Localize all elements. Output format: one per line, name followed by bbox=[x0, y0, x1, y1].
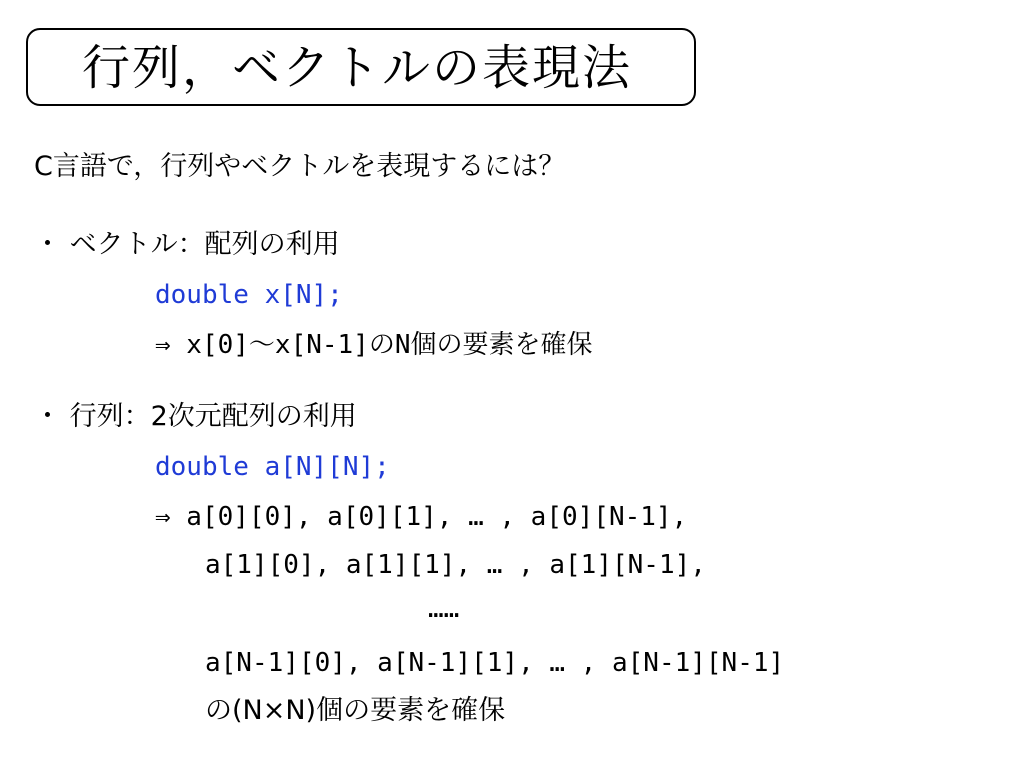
vector-heading: ・ ベクトル：配列の利用 bbox=[34, 229, 340, 260]
intro-question: C言語で，行列やベクトルを表現するには？ bbox=[34, 151, 566, 182]
matrix-row-3: a[N-1][0], a[N-1][1], … , a[N-1][N-1] bbox=[205, 648, 785, 678]
vector-code: double x[N]; bbox=[155, 280, 343, 310]
matrix-row-2: a[1][0], a[1][1], … , a[1][N-1], bbox=[205, 550, 706, 580]
matrix-row-1: ⇒ a[0][0], a[0][1], … , a[0][N-1], bbox=[155, 502, 688, 532]
matrix-result: の(N×N)個の要素を確保 bbox=[205, 695, 506, 726]
vector-result: ⇒ x[0]～x[N-1]のN個の要素を確保 bbox=[155, 330, 593, 360]
matrix-code: double a[N][N]; bbox=[155, 452, 390, 482]
matrix-heading: ・ 行列：2次元配列の利用 bbox=[34, 401, 357, 432]
matrix-ellipsis: …… bbox=[428, 594, 460, 624]
slide-title: 行列，ベクトルの表現法 bbox=[82, 40, 633, 96]
